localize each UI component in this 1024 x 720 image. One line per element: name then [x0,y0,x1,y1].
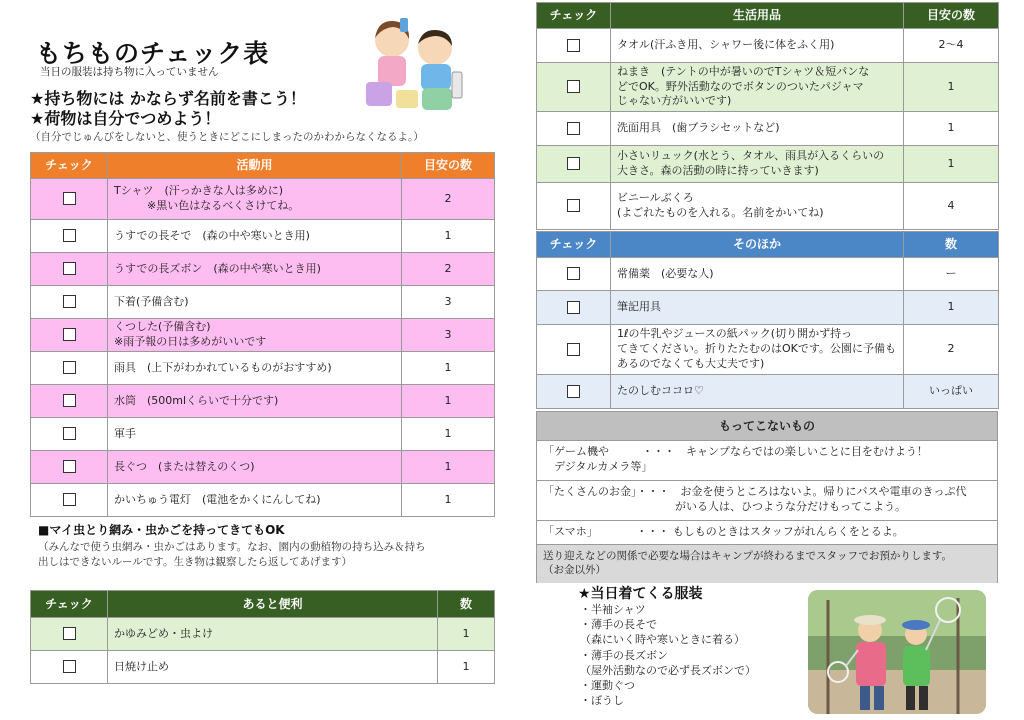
item-qty: 1 [904,63,999,112]
daily-row [537,183,999,230]
item-qty: 1 [402,451,495,484]
activity-items-table [30,152,495,517]
item-label: ビニールぶくろ (よごれたものを入れる。名前をかいてね) [611,183,904,230]
col-qty-header: 目安の数 [904,3,999,29]
item-label: 洗面用具 (歯ブラシセットなど) [611,112,904,146]
item-qty: 1 [402,385,495,418]
item-qty: 1 [904,291,999,325]
col-item-header: あると便利 [108,591,438,618]
checkbox[interactable] [567,301,580,314]
clothes-list [580,602,800,708]
item-label: 軍手 [108,418,402,451]
dont-bring-row: 「スマホ」 ・・・ もしものときはスタッフがれんらくをとるよ。 [537,521,997,545]
item-qty: 3 [402,286,495,319]
checkbox[interactable] [63,262,76,275]
activity-row [31,253,495,286]
checkbox[interactable] [63,192,76,205]
checkbox[interactable] [63,627,76,640]
item-qty: 1 [402,418,495,451]
col-check-header: チェック [537,232,611,258]
other-table-header [537,232,999,258]
item-qty: 1 [438,618,495,651]
net-note-title: ■マイ虫とり網み・虫かごを持ってきてもOK [38,523,285,537]
col-qty-header: 数 [438,591,495,618]
activity-row [31,418,495,451]
item-qty: 2 [402,179,495,220]
checkbox[interactable] [567,343,580,356]
daily-row [537,112,999,146]
item-label: うすでの長そで (森の中や寒いとき用) [108,220,402,253]
item-label: 1ℓの牛乳やジュースの紙パック(切り開かず持っ てきてください。折りたたむのはOKです。公園に予備も あるのでなくても大丈夫です) [611,325,904,375]
clothes-item: ・薄手の長そで （森にいく時や寒いときに着る） [580,618,745,647]
checkbox[interactable] [63,427,76,440]
clothes-item: ・運動ぐつ [580,678,635,692]
checkbox[interactable] [63,493,76,506]
rule-name-label: ★持ち物には かならず名前を書こう！ [30,89,306,108]
item-qty: 1 [438,651,495,684]
daily-row [537,63,999,112]
item-qty: 1 [402,220,495,253]
activity-row [31,451,495,484]
item-label: ねまき (テントの中が暑いのでTシャツ＆短パンな どでOK。野外活動なのでボタンのついたパジャマ じゃない方がいいです) [611,63,904,112]
item-label: たのしむココロ♡ [611,375,904,409]
item-label: タオル(汗ふき用、シャワー後に体をふく用) [611,29,904,63]
other-row [537,258,999,291]
checkbox[interactable] [567,157,580,170]
daily-row [537,146,999,183]
item-label: 筆記用具 [611,291,904,325]
item-qty: 1 [402,484,495,517]
item-qty: いっぱい [904,375,999,409]
checkbox[interactable] [567,80,580,93]
item-qty: ー [904,258,999,291]
other-row [537,325,999,375]
clothes-item: ・半袖シャツ [580,603,646,616]
kids-packing-illustration [360,12,470,117]
activity-row [31,286,495,319]
dont-bring-note: 送り迎えなどの関係で必要な場合はキャンプが終わるまでスタッフでお預かりします。 （お金以外） [537,545,997,583]
checkbox[interactable] [567,385,580,398]
checkbox[interactable] [567,122,580,135]
useful-row [31,618,495,651]
item-qty: 1 [904,146,999,183]
checkbox[interactable] [567,199,580,212]
item-label: 下着(予備含む) [108,286,402,319]
activity-row [31,179,495,220]
rule-note: （自分でじゅんびをしないと、使うときにどこにしまったのかわからなくなるよ。） [30,131,424,143]
item-label: かいちゅう電灯 (電池をかくにんしてね) [108,484,402,517]
checkbox[interactable] [63,328,76,341]
item-label: かゆみどめ・虫よけ [108,618,438,651]
item-label: 日焼け止め [108,651,438,684]
daily-goods-table [536,2,999,230]
col-qty-header: 数 [904,232,999,258]
item-qty: 2～4 [904,29,999,63]
checkbox[interactable] [63,361,76,374]
item-label: 雨具 (上下がわかれているものがおすすめ) [108,352,402,385]
dont-bring-section [536,411,998,583]
page-title: もちものチェック表 [36,39,270,68]
clothes-item: ・ぼうし [580,694,624,708]
clothes-item: ・薄手の長ズボン （屋外活動なので必ず長ズボンで） [580,648,756,677]
item-qty: 2 [402,253,495,286]
item-label: うすでの長ズボン (森の中や寒いとき用) [108,253,402,286]
other-items-table [536,231,999,409]
checkbox[interactable] [567,39,580,52]
col-qty-header: 目安の数 [402,153,495,179]
checkbox[interactable] [63,394,76,407]
useful-table-header [31,591,495,618]
item-label: くつした(予備含む) ※雨予報の日は多めがいいです [108,319,402,352]
checkbox[interactable] [63,660,76,673]
checkbox[interactable] [63,229,76,242]
col-check-header: チェック [31,153,108,179]
kids-outdoor-photo [808,590,986,714]
col-item-header: 活動用 [108,153,402,179]
daily-table-header [537,3,999,29]
dont-bring-row: 「ゲーム機や ・・・ キャンプならではの楽しいことに目をむけよう！ デジタルカメラ等」 [537,441,997,481]
activity-table-header [31,153,495,179]
item-qty: 1 [402,352,495,385]
item-qty: 3 [402,319,495,352]
net-note-body: （みんなで使う虫網み・虫かごはあります。なお、園内の動植物の持ち込み＆持ち 出しはできないルールです。生き物は観察したら返してあげます） [38,541,426,568]
item-label: Tシャツ (汗っかきな人は多めに) ※黒い色はなるべくさけてね。 [108,179,402,220]
other-row [537,291,999,325]
daily-row [537,29,999,63]
item-label: 長ぐつ (または替えのくつ) [108,451,402,484]
dont-bring-header: もってこないもの [537,412,997,441]
useful-items-table [30,590,495,684]
checkbox[interactable] [63,460,76,473]
col-item-header: 生活用品 [611,3,904,29]
item-label: 水筒 (500mlくらいで十分です) [108,385,402,418]
item-qty: 2 [904,325,999,375]
checkbox[interactable] [63,295,76,308]
item-label: 小さいリュック(水とう、タオル、雨具が入るくらいの 大きさ。森の活動の時に持っていきます) [611,146,904,183]
other-row [537,375,999,409]
useful-row [31,651,495,684]
dont-bring-row: 「たくさんのお金」・・・ お金を使うところはないよ。帰りにバスや電車のきっぷ代 がいる人は、ひつような分だけもってこよう。 [537,481,997,521]
col-check-header: チェック [537,3,611,29]
activity-row [31,319,495,352]
clothes-title: ★当日着てくる服装 [578,586,703,602]
activity-row [31,484,495,517]
item-label: 常備薬 (必要な人) [611,258,904,291]
activity-row [31,352,495,385]
item-qty: 4 [904,183,999,230]
activity-row [31,385,495,418]
rule-pack-yourself: ★荷物は自分でつめよう！ [30,109,221,128]
col-item-header: そのほか [611,232,904,258]
col-check-header: チェック [31,591,108,618]
item-qty: 1 [904,112,999,146]
activity-row [31,220,495,253]
page-subtitle: 当日の服装は持ち物に入っていません [40,66,219,78]
checkbox[interactable] [567,267,580,280]
